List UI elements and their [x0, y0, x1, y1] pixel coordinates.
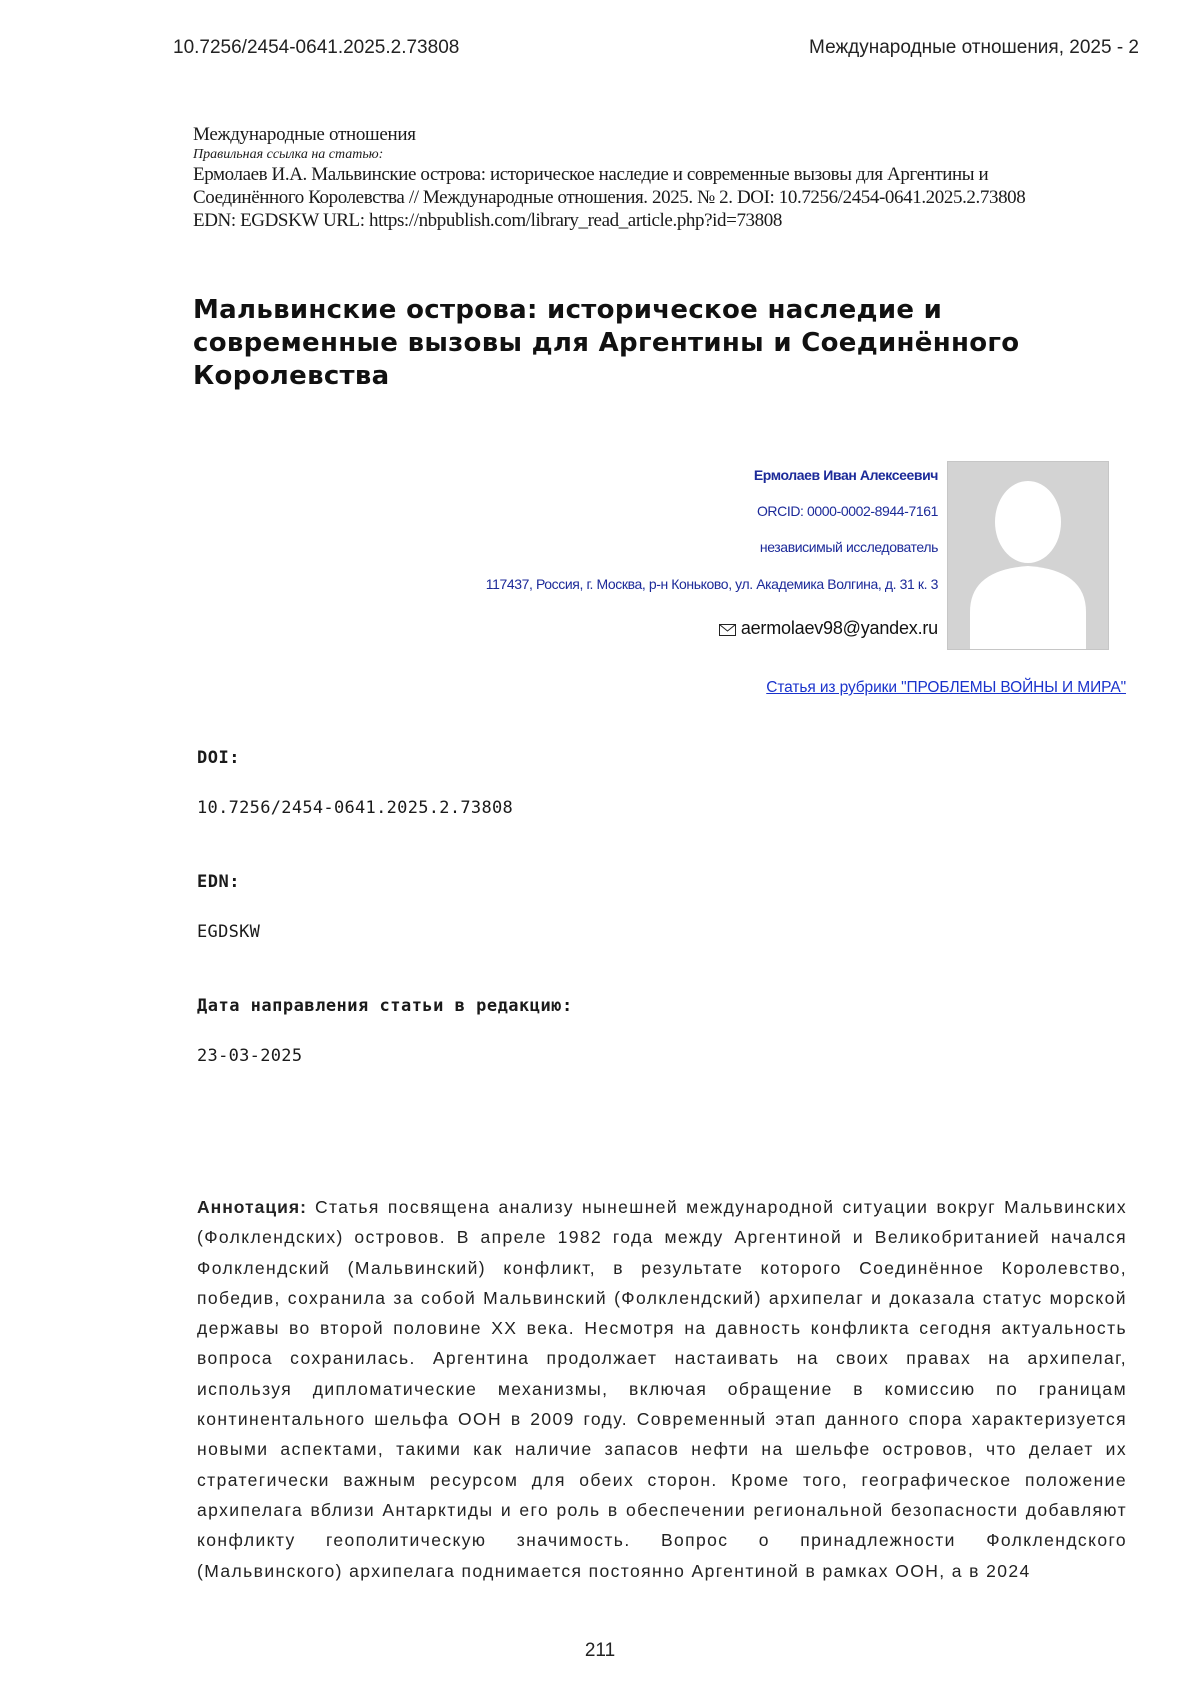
author-orcid[interactable]: ORCID: 0000-0002-8944-7161	[757, 503, 938, 519]
abstract	[197, 1192, 1127, 1586]
article-title-line-2: современные вызовы для Аргентины и Соединённого	[193, 327, 1113, 360]
author-position: независимый исследователь	[760, 539, 938, 555]
author-photo	[947, 461, 1109, 650]
article-title-line-3: Королевства	[193, 360, 1113, 393]
abstract-text: Статья посвящена анализу нынешней международной ситуации вокруг Мальвинских (Фолклендских) островов. В апреле 1982 года между Аргентиной и Великобританией начался Фолклендский (Мальвинский) конфликт, в результате которого Соединённое Королевство, победив, сохранила за собой Мальвинский (Фолклендский) архипелаг и доказала статус морской державы во второй половине XX века. Несмотря на давность конфликта сегодня актуальность вопроса сохранилась. Аргентина продолжает настаивать на своих правах на архипелаг, используя дипломатические механизмы, включая обращение в комиссию по границам континентального шельфа ООН в 2009 году. Современный этап данного спора характеризуется новыми аспектами, такими как наличие запасов нефти на шельфе островов, что делает их стратегически важным ресурсом для обеих сторон. Кроме того, географическое положение архипелага вблизи Антарктиды и его роль в обеспечении региональной безопасности добавляют конфликту геополитическую значимость. Вопрос о принадлежности Фолклендского (Мальвинского) архипелага поднимается постоянно Аргентиной в рамках ООН, а в 2024	[197, 1197, 1127, 1581]
rubric-link[interactable]: Статья из рубрики "ПРОБЛЕМЫ ВОЙНЫ И МИРА"	[766, 679, 1126, 697]
citation-line-3: EDN: EGDSKW URL: https://nbpublish.com/library_read_article.php?id=73808	[193, 209, 1133, 232]
author-name: Ермолаев Иван Алексеевич	[754, 467, 938, 483]
author-address: 117437, Россия, г. Москва, р-н Коньково, ул. Академика Волгина, д. 31 к. 3	[486, 576, 938, 592]
author-email-row[interactable]	[719, 618, 938, 639]
header-doi: 10.7256/2454-0641.2025.2.73808	[173, 37, 459, 59]
envelope-icon	[719, 624, 736, 636]
header-journal: Международные отношения, 2025 - 2	[809, 37, 1139, 59]
abstract-label: Аннотация:	[197, 1197, 307, 1217]
citation-journal: Международные отношения	[193, 124, 1133, 146]
citation-block	[193, 124, 1133, 232]
citation-line-2: Соединённого Королевства // Международные отношения. 2025. № 2. DOI: 10.7256/2454-0641.2025.2.73808	[193, 186, 1133, 209]
doi-label: DOI:	[197, 748, 240, 768]
avatar-placeholder-icon	[948, 462, 1108, 649]
page-number: 211	[0, 1640, 1200, 1662]
submission-date-label: Дата направления статьи в редакцию:	[197, 996, 573, 1016]
edn-label: EDN:	[197, 872, 240, 892]
article-title	[193, 294, 1113, 393]
citation-line-1: Ермолаев И.А. Мальвинские острова: историческое наследие и современные вызовы для Аргентины и	[193, 163, 1133, 186]
submission-date-value: 23-03-2025	[197, 1046, 302, 1066]
author-email[interactable]: aermolaev98@yandex.ru	[741, 618, 938, 638]
article-title-line-1: Мальвинские острова: историческое наследие и	[193, 294, 1113, 327]
doi-value: 10.7256/2454-0641.2025.2.73808	[197, 798, 513, 818]
edn-value: EGDSKW	[197, 922, 260, 942]
citation-label: Правильная ссылка на статью:	[193, 146, 1133, 163]
